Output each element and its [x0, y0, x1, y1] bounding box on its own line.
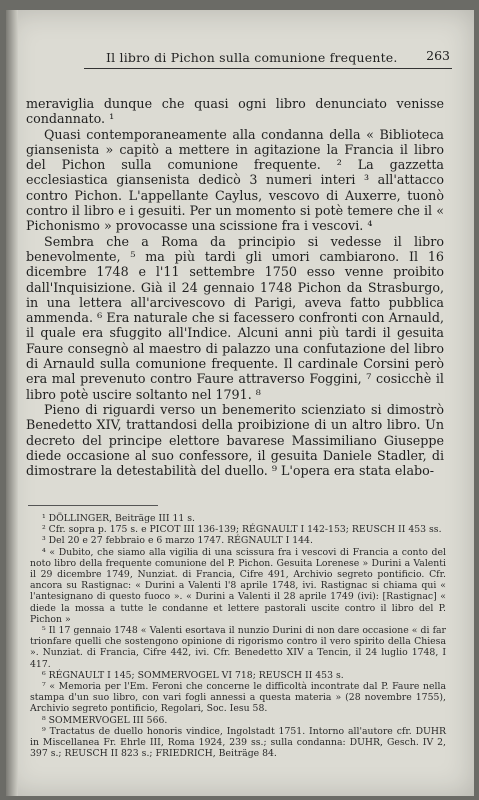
- footnote-4: ⁴ « Dubito, che siamo alla vigilia di una scissura fra i vescovi di Francia a conto del noto libro della frequente comunione del P. Pichon. Gesuita Lorenese » Durini a Valenti il 29 dicembre 1749, Nunziat. di Francia, Cifre 491, Archivio segreto pontificio. Cfr. ancora su Rastignac: « Durini a Valenti l'8 aprile 1748, ivi. Rastignac si chiama qui « l'antesignano di questo fuoco ». « Durini a Valenti il 28 aprile 1749 (ivi): [Rastignac] « diede la mossa a tutte le condanne et lettere pastorali uscite contro il libro del P. Pichon »: [30, 546, 446, 625]
- running-title: Il libro di Pichon sulla comunione frequente.: [106, 50, 398, 65]
- footnote-7: ⁷ « Memoria per l'Em. Feroni che concerne le difficoltà incontrate dal P. Faure nella stampa d'un suo libro, con vari fogli annessi a questa materia » (28 novembre 1755), Archivio segreto pontificio, Regolari, Soc. Iesu 58.: [30, 681, 446, 715]
- page-number: 263: [426, 48, 450, 63]
- footnote-9: ⁹ Tractatus de duello honoris vindice, Ingolstadt 1751. Intorno all'autore cfr. DUHR in Miscellanea Fr. Ehrle III, Roma 1924, 239 ss.; sulla condanna: DUHR, Gesch. IV 2, 397 s.; REUSCH II 823 s.; FRIEDRICH, Beiträge 84.: [30, 725, 446, 760]
- footnote-5: ⁵ Il 17 gennaio 1748 « Valenti esortava il nunzio Durini di non dare occasione « di far trionfare quelli che sostengono opinione di rigorismo contro il vero spirito della Chiesa ». Nunziat. di Francia, Cifre 442, ivi. Cfr. Benedetto XIV a Tencin, il 24 luglio 1748, I 417.: [30, 625, 446, 670]
- footnote-separator: [28, 505, 158, 506]
- footnote-2: ² Cfr. sopra p. 175 s. e PICOT III 136-139; RÉGNAULT I 142-153; REUSCH II 453 ss.: [42, 524, 442, 536]
- paragraph-2: Quasi contemporaneamente alla condanna della « Biblioteca giansenista » capitò a mettere in agitazione la Francia il libro del Pichon sulla comunione frequente. ² La gazzetta ecclesiastica giansenista dedicò 3 numeri interi ³ all'attacco contro Pichon. L'appellante Caylus, vescovo di Auxerre, tuonò contro il libro e i gesuiti. Per un momento si potè temere che il « Pichonismo » provocasse una scissione fra i vescovi. ⁴: [26, 126, 444, 234]
- book-page: [6, 10, 474, 796]
- footnote-6: ⁶ RÉGNAULT I 145; SOMMERVOGEL VI 718; REUSCH II 453 s.: [42, 669, 344, 681]
- footnote-3: ³ Del 20 e 27 febbraio e 6 marzo 1747. RÉGNAULT I 144.: [42, 535, 313, 547]
- page-gutter-shadow: [6, 10, 18, 796]
- paragraph-3: Sembra che a Roma da principio si vedesse il libro benevolmente, ⁵ ma più tardi gli umori cambiarono. Il 16 dicembre 1748 e l'11 settembre 1750 esso venne proibito dall'Inquisizione. Già il 24 gennaio 1748 Pichon da Strasburgo, in una lettera all'arcivescovo di Parigi, aveva fatto pubblica ammenda. ⁶ Era naturale che si facessero confronti con Arnauld, il quale era sfuggito all'Indice. Alcuni anni più tardi il gesuita Faure consegnò al maestro di palazzo una confutazione del libro di Arnauld sulla comunione frequente. Il cardinale Corsini però era mal prevenuto contro Faure attraverso Foggini, ⁷ cosicchè il libro potè uscire soltanto nel 1791. ⁸: [26, 233, 444, 402]
- running-header: [84, 48, 452, 69]
- main-text: [26, 96, 444, 478]
- paragraph-4: Pieno di riguardi verso un benemerito scienziato si dimostrò Benedetto XIV, trattandosi della proibizione di un altro libro. Un decreto del principe elettore bavarese Massimiliano Giuseppe diede occasione al suo confessore, il gesuita Daniele Stadler, di dimostrare la detestabilità del duello. ⁹ L'opera era stata elabo-: [26, 401, 444, 479]
- footnotes: [30, 513, 446, 759]
- footnote-8: ⁸ SOMMERVOGEL III 566.: [42, 714, 168, 726]
- footnote-1: ¹ DÖLLINGER, Beiträge III 11 s.: [42, 513, 195, 524]
- paragraph-1: meraviglia dunque che quasi ogni libro denunciato venisse condannato. ¹: [26, 96, 444, 127]
